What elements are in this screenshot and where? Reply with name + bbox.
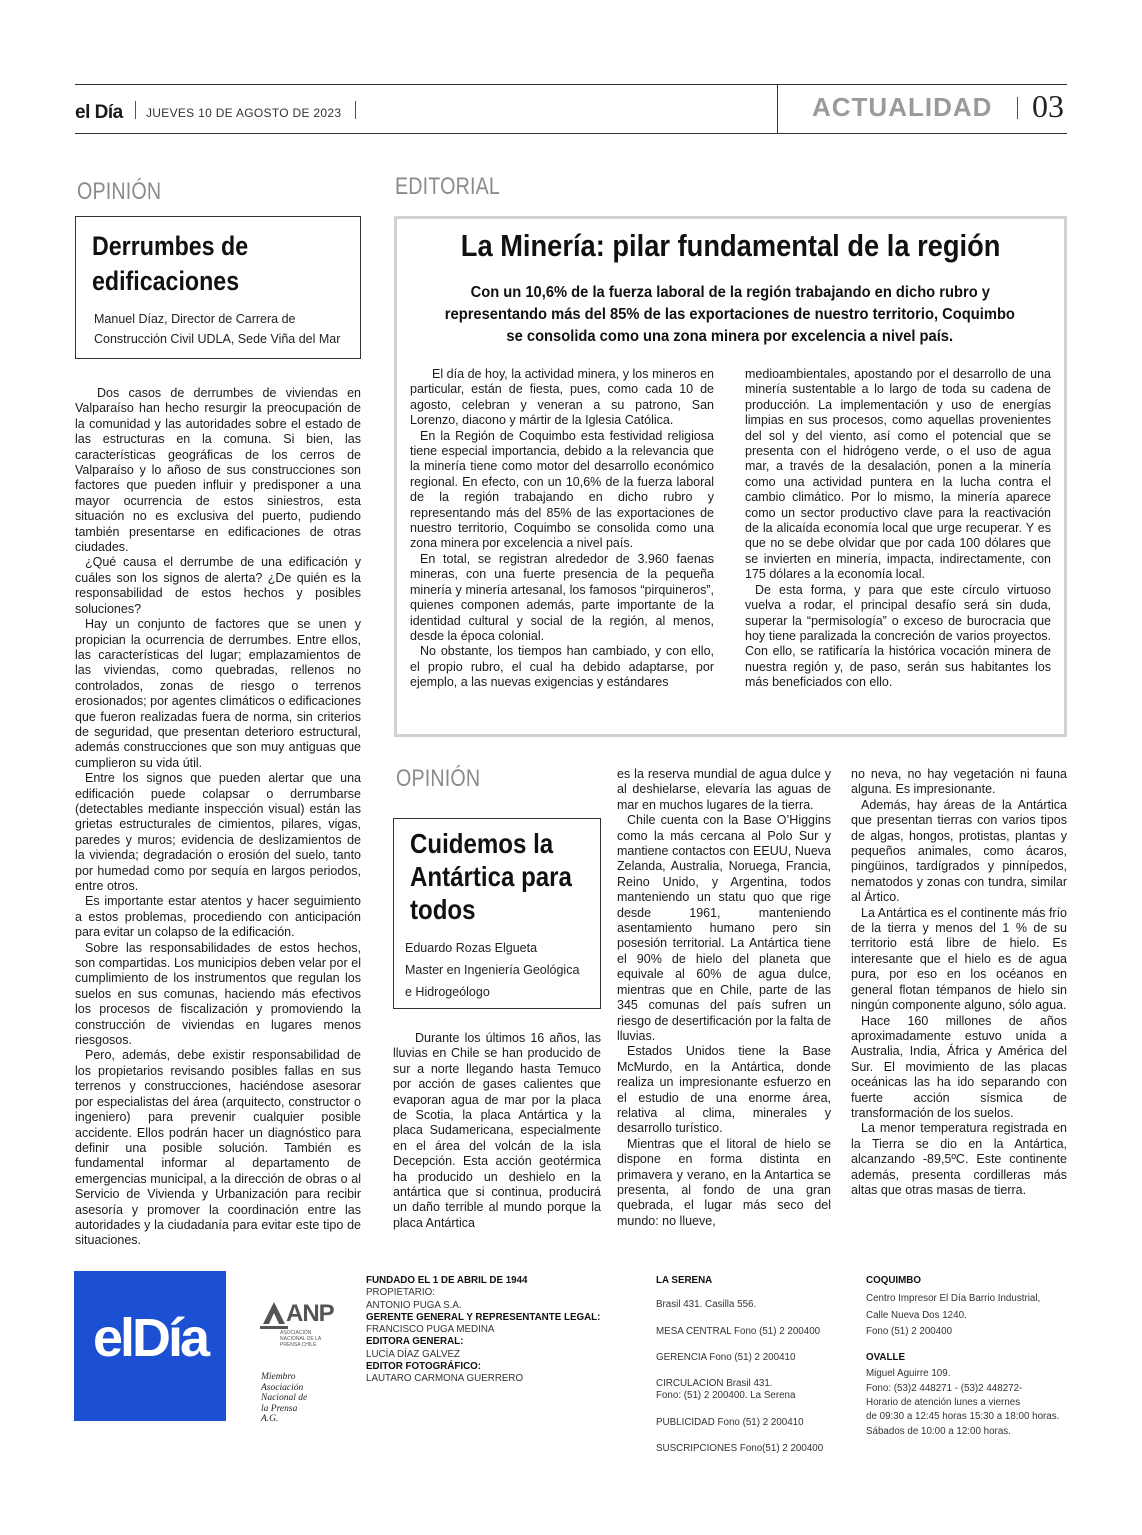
staff-value: LAUTARO CARMONA GUERRERO	[366, 1373, 524, 1385]
member-note	[261, 1372, 307, 1425]
opinion-title-box	[393, 818, 601, 1009]
author-byline: Construcción Civil UDLA, Sede Viña del Mar	[94, 332, 341, 346]
contact-line: Fono: (53)2 448271 - (53)2 448272-	[866, 1382, 1023, 1394]
contact-line: Horario de atención lunes a viernes	[866, 1397, 1021, 1409]
opinion-title-line: Cuidemos la	[410, 828, 554, 859]
opinion-body-col1	[393, 1031, 601, 1231]
anp-mark: ANP	[286, 1300, 334, 1327]
city-label: OVALLE	[866, 1352, 906, 1364]
member-line: Asociación	[261, 1382, 304, 1393]
header-tick	[135, 101, 136, 119]
lead-line: representando más del 85% de las exportaciones de nuestro territorio, Coquimbo	[444, 306, 1016, 323]
la-serena-contacts	[656, 1275, 846, 1455]
paragraph: Chile cuenta con la Base O’Higgins como la más cercana al Polo Sur y mantiene contactos con EEUU, Nueva Zelanda, Australia, Noruega, Francia, Reino Unido, y Argentina, todos manteniendo un statu quo que rige desde 1961, manteniendo asentamiento humano pero sin posesión territorial. La Antártica tiene el 90% de hielo del planeta que equivale al 60% de agua dulce, mientras que en Chile, parte de las 345 comunas del país sufren un riesgo de desertificación por la falta de lluvias.	[617, 813, 832, 1043]
contact-line: PUBLICIDAD Fono (51) 2 200410	[656, 1416, 804, 1428]
author-byline: Manuel Díaz, Director de Carrera de	[94, 312, 296, 326]
member-line: A.G.	[261, 1414, 279, 1424]
editorial-kicker: EDITORIAL	[395, 173, 501, 200]
member-line: Miembro	[261, 1372, 296, 1382]
author-byline: e Hidrogeólogo	[405, 985, 490, 999]
paragraph: La menor temperatura registrada en la Tierra se dio en la Antártica, alcanzando -89,5ºC. Este continente además, presenta cordilleras más altas que otras masas de tierra.	[851, 1121, 1067, 1197]
header-tick	[355, 101, 356, 119]
opinion-kicker: OPINIÓN	[396, 765, 481, 792]
page-number: 03	[1032, 88, 1064, 124]
contact-line: SUSCRIPCIONES Fono(51) 2 200400	[656, 1443, 824, 1455]
paragraph: No obstante, los tiempos han cambiado, y con ello, el propio rubro, el cual ha debido adaptarse, por ejemplo, a las nuevas exigencias y estándares	[410, 644, 714, 690]
contact-line: Fono: (51) 2 200400. La Serena	[656, 1390, 796, 1402]
editorial-lead	[420, 282, 1040, 348]
editorial-title	[394, 228, 1067, 264]
header-tick	[1017, 97, 1018, 119]
opinion-title-line: todos	[410, 894, 476, 925]
contact-line: Calle Nueva Dos 1240.	[866, 1309, 967, 1321]
paragraph: En total, se registran alrededor de 3.960 faenas mineras, con una fuerte presencia de la pequeña minería y minería artesanal, los famosos “pirquineros”, quienes componen además, parte importante de la identidad cultural y social de la región, al menos, desde la época colonial.	[410, 551, 714, 643]
member-line: Nacional de	[261, 1393, 308, 1403]
paragraph: Hay un conjunto de factores que se unen y propician la ocurrencia de derrumbes. Entre ellos, las características del lugar; emplazamientos de las viviendas, como quebradas, rellenos no controlados, zonas de riesgo o terrenos erosionados; por agentes climáticos o edificaciones que fueron realizadas fuera de norma, sin criterios de seguridad, que presentan deterioro estructural, además construcciones que son muy antiguas que cumplieron su vida útil.	[75, 617, 361, 770]
staff-label: GERENTE GENERAL Y REPRESENTANTE LEGAL:	[366, 1311, 601, 1323]
regional-contacts	[866, 1275, 1066, 1438]
header-divider	[777, 84, 778, 134]
anp-caption: ASOCIACIÓN NACIONAL DE LA PRENSA CHILE	[280, 1330, 321, 1348]
issue-date: JUEVES 10 DE AGOSTO DE 2023	[146, 106, 342, 120]
contact-line: Centro Impresor El Día Barrio Industrial,	[866, 1293, 1041, 1305]
paragraph: no neva, no hay vegetación ni fauna alguna. Es impresionante.	[851, 767, 1067, 797]
contact-line: Miguel Aguirre 109.	[866, 1368, 951, 1380]
paragraph: ¿Qué causa el derrumbe de una edificación y cuáles son los signos de alerta? ¿De quién es la responsabilidad de estos hechos y posibles soluciones?	[75, 555, 361, 616]
contact-line: Sábados de 10:00 a 12:00 horas.	[866, 1425, 1011, 1437]
contact-line: MESA CENTRAL Fono (51) 2 200400	[656, 1325, 821, 1337]
paragraph: Sobre las responsabilidades de estos hechos, son compartidas. Los municipios deben velar por el cumplimiento de los instrumentos que regulan los suelos en sus comunas, haciendo más efectivos los procesos de fiscalización y promoviendo la construcción de viviendas en lugares menos riesgosos.	[75, 940, 361, 1048]
opinion-title-line: edificaciones	[92, 266, 240, 296]
eldia-logo	[74, 1271, 226, 1421]
city-label: COQUIMBO	[866, 1275, 921, 1286]
paragraph: Dos casos de derrumbes de viviendas en Valparaíso han hecho resurgir la preocupación de la comunidad y las autoridades sobre el estado de las estructuras en la comuna. Si bien, las características geográficas de los cerros de Valparaíso y lo añoso de sus construcciones son factores que pueden influir y predisponer a una mayor ocurrencia de estos siniestros, esta situación no es exclusiva del puerto, pudiendo también presentarse en edificaciones de otras ciudades.	[75, 386, 361, 555]
paragraph: Pero, además, debe existir responsabilidad de los propietarios revisando posibles fallas en sus terrenos y construcciones, haciéndose asesorar por especialistas del área (arquitecto, constructor o ingeniero) para prevenir cualquier posible accidente. Ellos podrán hacer un diagnóstico para definir una posible solución. También es fundamental informar al departamento de emergencias municipal, a la dirección de obras o al Servicio de Vivienda y Urbanización para recibir asesoría y promover la coordinación entre las autoridades y la ciudadanía para evitar este tipo de situaciones.	[75, 1048, 361, 1248]
staff-value: LUCÍA DÍAZ GALVEZ	[366, 1348, 461, 1360]
staff-label: PROPIETARIO:	[366, 1287, 435, 1299]
paragraph: Entre los signos que pueden alertar que una edificación puede colapsar o derrumbarse (detectables mediante inspección visual) están las grietas estructurales de cimientos, pilares, vigas, paredes y muros; evidencia de deslizamientos de la vivienda; degradación o erosión del suelo, tanto por humedad como por sequía en largos periodos, entre otros.	[75, 771, 361, 893]
anp-logo	[258, 1296, 334, 1352]
staff-label: EDITORA GENERAL:	[366, 1336, 464, 1348]
opinion-body-col2	[617, 767, 831, 1229]
header-bottom-rule	[75, 133, 1067, 134]
paragraph: Es importante estar atentos y hacer seguimiento a estos problemas, procediendo con anticipación para evitar un colapso de la edificación.	[75, 894, 361, 940]
opinion-kicker: OPINIÓN	[77, 178, 162, 205]
contact-line: CIRCULACION Brasil 431.	[656, 1378, 773, 1390]
paragraph: En la Región de Coquimbo esta festividad religiosa tiene especial importancia, debido a la relevancia que la minería tiene como motor del desarrollo económico regional. En efecto, con un 10,6% de la fuerza laboral de la región trabajando en dicho rubro y representando más del 85% de las exportaciones de nuestro territorio, Coquimbo se consolida como una zona minera por excelencia a nivel país.	[410, 428, 714, 551]
staff-label: EDITOR FOTOGRÁFICO:	[366, 1361, 482, 1373]
staff-box	[366, 1275, 636, 1386]
paragraph: medioambientales, apostando por el desarrollo de una minería sustentable a lo largo de toda su cadena de producción. La implementación y uso de energías limpias en sus procesos, como aquellas provenientes del sol y del viento, así como el potencial que se presenta con el hidrógeno verde, o el uso de agua mar, a través de la desalación, ponen a la minería como una actividad puntera en la lucha contra el cambio climático. Por lo mismo, la minería aparece como un sector productivo clave para la reactivación de la alicaída economía local que urge recuperar. Y es que no se debe olvidar que por cada 100 dólares que se invierten en minería, impacta, indirectamente, con 175 dólares a la economía local.	[745, 367, 1051, 582]
editorial-title-text: La Minería: pilar fundamental de la región	[460, 228, 1001, 263]
member-line: la Prensa	[261, 1403, 298, 1414]
staff-value: FRANCISCO PUGA MEDINA	[366, 1324, 495, 1336]
opinion-title-box	[75, 216, 361, 359]
contact-line: Fono (51) 2 200400	[866, 1325, 953, 1337]
paragraph: Mientras que el litoral de hielo se dispone en forma distinta en primavera y verano, en la Antartica se presenta, al fondo de una gran quebrada, el lugar más seco del mundo: no llueve,	[617, 1136, 831, 1228]
author-byline: Master en Ingeniería Geológica	[405, 963, 580, 977]
paragraph: Durante los últimos 16 años, las lluvias en Chile se han producido de sur a norte llegando hasta Temuco por acción de gases calientes que evaporan agua de mar por la placa de Scotia, la placa Antártica y la placa Sudamericana, especialmente en el área del volcán de la isla Decepción. Esta acción geotérmica ha producido un deshielo en la antártica que si continua, producirá un daño terrible al mundo porque la placa Antártica	[393, 1031, 601, 1230]
paragraph: Estados Unidos tiene la Base McMurdo, en la Antártica, donde realiza un impresionante esfuerzo en el estudio de una enorme área, relativa al clima, minerales y desarrollo turístico.	[617, 1044, 831, 1136]
staff-value: ANTONIO PUGA S.A.	[366, 1299, 462, 1311]
opinion-body-col3	[851, 767, 1067, 1198]
paragraph: De esta forma, y para que este círculo virtuoso vuelva a rodar, el principal desafío será sin duda, superar la “permisología” o exceso de burocracia que hoy tiene paralizada la concreción de varios proyectos. Con ello, se ratificaría la histórica vocación minera de nuestra región y, de paso, serán sus habitantes los más beneficiados con ello.	[745, 582, 1051, 690]
paragraph: es la reserva mundial de agua dulce y al deshielarse, elevaría las aguas de mar en muchos lugares de la tierra.	[617, 767, 831, 812]
paragraph: El día de hoy, la actividad minera, y los mineros en particular, están de fiesta, pues, como cada 10 de agosto, celebran y veneran a su patrono, San Lorenzo, diacono y mártir de la Iglesia Católica.	[410, 367, 714, 428]
opinion-title-line: Antártica para	[410, 861, 572, 892]
opinion-title-line: Derrumbes de	[92, 231, 249, 261]
editorial-column-2	[745, 367, 1051, 691]
paragraph: Hace 160 millones de años aproximadamente estuvo unida a Australia, India, África y América del Sur. El movimiento de las placas oceánicas las ha ido separando con fuerte acción sísmica de transformación de los suelos.	[851, 1013, 1067, 1120]
author-byline: Eduardo Rozas Elgueta	[405, 941, 538, 955]
contact-line: Brasil 431. Casilla 556.	[656, 1299, 757, 1311]
opinion-body	[75, 386, 361, 1249]
paragraph: La Antártica es el continente más frío de la tierra y menos del 1 % de su territorio está libre de hielo. Es interesante que el hielo es de agua pura, por eso en los océanos en general flotan témpanos de hielo sin ningún componente alguno, sólo agua.	[851, 905, 1067, 1013]
editorial-column-1	[410, 367, 714, 691]
contact-line: de 09:30 a 12:45 horas 15:30 a 18:00 horas.	[866, 1411, 1060, 1423]
logo-text: elDía	[92, 1308, 208, 1368]
header-top-rule	[75, 84, 1067, 85]
masthead-logo: el Día	[75, 102, 123, 123]
lead-line: se consolida como una zona minera por excelencia a nivel país.	[506, 328, 954, 345]
contact-line: GERENCIA Fono (51) 2 200410	[656, 1351, 796, 1363]
paragraph: Además, hay áreas de la Antártica que presentan tierras con varios tipos de algas, hongos, protistas, plantas y pequeños animales, como ácaros, pingüinos, tardígrados y pinnípedos, nematodos y zonas con tundra, similar al Ártico.	[851, 797, 1067, 905]
founded-line: FUNDADO EL 1 DE ABRIL DE 1944	[366, 1275, 528, 1286]
lead-line: Con un 10,6% de la fuerza laboral de la región trabajando en dicho rubro y	[470, 284, 990, 301]
city-label: LA SERENA	[656, 1275, 713, 1286]
section-title: ACTUALIDAD	[812, 92, 993, 122]
